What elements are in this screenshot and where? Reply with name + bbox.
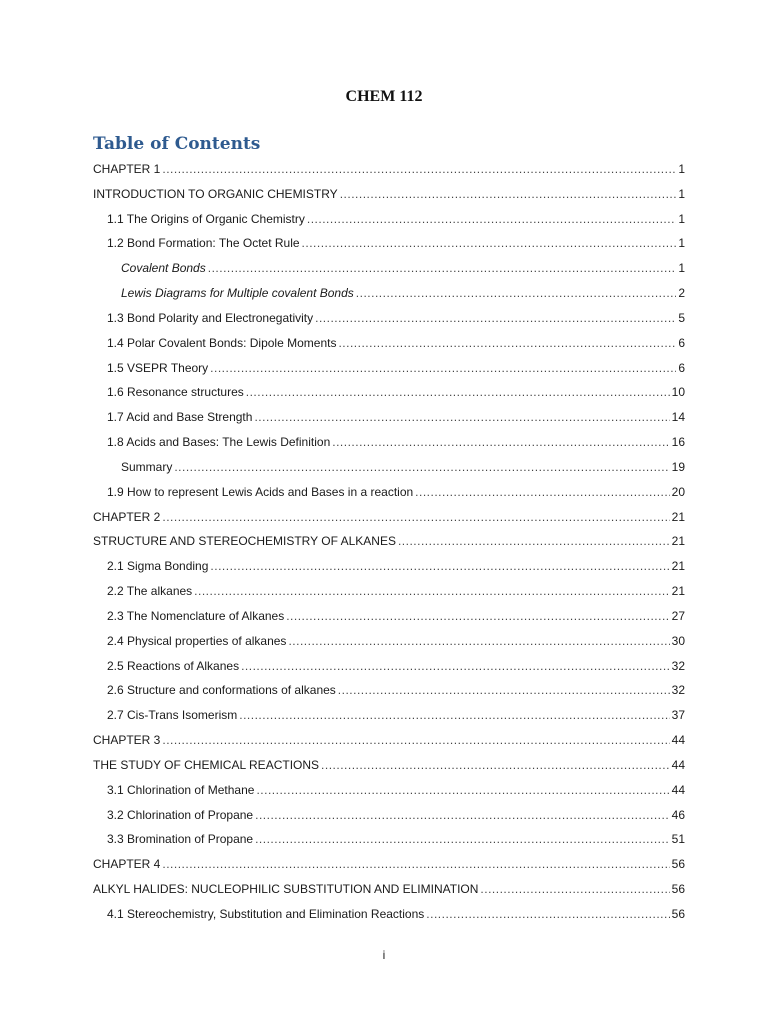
toc-entry[interactable] [93, 256, 685, 281]
toc-entry-label: Lewis Diagrams for Multiple covalent Bonds [121, 286, 354, 301]
toc-dot-leader [307, 207, 676, 232]
toc-dot-leader [340, 182, 677, 207]
toc-entry-label: 1.1 The Origins of Organic Chemistry [107, 211, 305, 226]
toc-entry-label: Covalent Bonds [121, 261, 206, 276]
toc-dot-leader [174, 455, 669, 480]
toc-dot-leader [286, 604, 669, 629]
toc-entry-label: 1.4 Polar Covalent Bonds: Dipole Moments [107, 335, 337, 350]
toc-entry[interactable] [93, 678, 685, 703]
toc-entry[interactable] [93, 852, 685, 877]
toc-entry-label: 2.1 Sigma Bonding [107, 559, 209, 574]
toc-entry-label: THE STUDY OF CHEMICAL REACTIONS [93, 757, 320, 772]
toc-dot-leader [415, 480, 669, 505]
toc-entry-page: 1 [678, 186, 685, 201]
toc-dot-leader [162, 728, 669, 753]
toc-entry[interactable] [93, 554, 685, 579]
toc-entry-page: 51 [671, 832, 685, 847]
toc-dot-leader [321, 753, 670, 778]
toc-entry[interactable] [93, 480, 685, 505]
toc-entry[interactable] [93, 331, 685, 356]
toc-entry-label: CHAPTER 4 [93, 857, 161, 872]
page-number: i [382, 948, 386, 962]
toc-entry-page: 1 [678, 162, 685, 176]
toc-dot-leader [255, 827, 670, 852]
course-title: CHEM 112 [345, 88, 423, 105]
toc-entry-page: 1 [678, 236, 685, 251]
toc-entry[interactable] [93, 803, 685, 828]
toc-entry[interactable] [93, 753, 685, 778]
toc-entry-page: 56 [671, 857, 685, 872]
toc-entry-label: 1.2 Bond Formation: The Octet Rule [107, 236, 300, 251]
toc-entry-page: 21 [671, 559, 685, 574]
toc-entry-page: 16 [671, 435, 685, 450]
toc-entry-page: 56 [671, 882, 685, 897]
toc-entry[interactable] [93, 157, 685, 182]
toc-dot-leader [255, 803, 670, 828]
toc-entry[interactable] [93, 207, 685, 232]
toc-dot-leader [162, 505, 669, 530]
toc-dot-leader [356, 281, 677, 306]
toc-entry[interactable] [93, 380, 685, 405]
toc-entry-page: 19 [671, 459, 685, 474]
toc-entry-page: 6 [678, 360, 685, 375]
toc-entry-page: 5 [678, 310, 685, 325]
toc-dot-leader [338, 331, 676, 356]
toc-entry-label: 2.7 Cis-Trans Isomerism [107, 708, 238, 723]
toc-dot-leader [246, 380, 670, 405]
toc-entry-label: ALKYL HALIDES: NUCLEOPHILIC SUBSTITUTION AND ELIMINATION [93, 882, 479, 897]
toc-heading: Table of Contents [93, 134, 261, 154]
toc-dot-leader [256, 778, 669, 803]
toc-dot-leader [194, 579, 669, 604]
toc-dot-leader [254, 405, 669, 430]
toc-entry-label: STRUCTURE AND STEREOCHEMISTRY OF ALKANES [93, 534, 396, 549]
toc-entry-page: 46 [671, 807, 685, 822]
toc-dot-leader [210, 554, 669, 579]
toc-entry-page: 6 [678, 335, 685, 350]
toc-entry-label: 2.6 Structure and conformations of alkanes [107, 683, 336, 698]
toc-entry[interactable] [93, 182, 685, 207]
toc-dot-leader [302, 231, 677, 256]
toc-entry[interactable] [93, 455, 685, 480]
toc-entry-page: 1 [678, 211, 685, 226]
toc-entry[interactable] [93, 604, 685, 629]
toc-entry-page: 27 [671, 608, 685, 623]
toc-entry-label: 3.1 Chlorination of Methane [107, 782, 255, 797]
toc-entry-page: 37 [671, 708, 685, 723]
toc-entry-label: 1.3 Bond Polarity and Electronegativity [107, 310, 314, 325]
toc-entry-page: 14 [671, 410, 685, 425]
toc-entry[interactable] [93, 654, 685, 679]
toc-dot-leader [208, 256, 677, 281]
toc-dot-leader [239, 703, 669, 728]
toc-entry-page: 44 [671, 757, 685, 772]
toc-entry-label: 2.3 The Nomenclature of Alkanes [107, 608, 285, 623]
toc-entry-label: 1.6 Resonance structures [107, 385, 244, 400]
toc-entry[interactable] [93, 703, 685, 728]
toc-entry-label: CHAPTER 3 [93, 733, 161, 748]
toc-entry[interactable] [93, 306, 685, 331]
toc-entry-page: 1 [678, 261, 685, 276]
toc-entry[interactable] [93, 877, 685, 902]
toc-entry-page: 10 [671, 385, 685, 400]
toc-dot-leader [315, 306, 676, 331]
toc-dot-leader [288, 629, 669, 654]
toc-entry-label: CHAPTER 1 [93, 162, 161, 176]
toc-entry[interactable] [93, 505, 685, 530]
toc-entry-label: Summary [121, 459, 173, 474]
toc-dot-leader [162, 157, 676, 182]
toc-entry[interactable] [93, 356, 685, 381]
toc-entry-page: 21 [671, 534, 685, 549]
toc-entry-page: 21 [671, 584, 685, 599]
toc-entry[interactable] [93, 231, 685, 256]
toc-entry[interactable] [93, 430, 685, 455]
toc-dot-leader [398, 529, 670, 554]
toc-entry-label: 3.3 Bromination of Propane [107, 832, 254, 847]
toc-entry-label: 2.5 Reactions of Alkanes [107, 658, 240, 673]
toc-entry[interactable] [93, 778, 685, 803]
toc-entry-page: 21 [671, 509, 685, 524]
toc-entry-page: 2 [678, 286, 685, 301]
toc-entry-page: 20 [671, 484, 685, 499]
table-of-contents [93, 157, 685, 927]
toc-entry-page: 44 [671, 782, 685, 797]
toc-entry-label: 2.2 The alkanes [107, 584, 193, 599]
toc-dot-leader [332, 430, 669, 455]
toc-dot-leader [210, 356, 676, 381]
toc-entry[interactable] [93, 827, 685, 852]
toc-entry-label: INTRODUCTION TO ORGANIC CHEMISTRY [93, 186, 338, 201]
toc-entry[interactable] [93, 902, 685, 927]
toc-entry-label: CHAPTER 2 [93, 509, 161, 524]
toc-entry-page: 30 [671, 633, 685, 648]
toc-dot-leader [426, 902, 669, 927]
toc-entry-label: 1.7 Acid and Base Strength [107, 410, 253, 425]
toc-entry-page: 56 [671, 906, 685, 921]
toc-entry-label: 2.4 Physical properties of alkanes [107, 633, 287, 648]
toc-entry-page: 32 [671, 658, 685, 673]
toc-entry-page: 44 [671, 733, 685, 748]
toc-dot-leader [162, 852, 669, 877]
toc-dot-leader [338, 678, 670, 703]
toc-entry-page: 32 [671, 683, 685, 698]
toc-entry[interactable] [93, 405, 685, 430]
toc-entry-label: 1.8 Acids and Bases: The Lewis Definition [107, 435, 331, 450]
toc-dot-leader [480, 877, 669, 902]
toc-entry[interactable] [93, 281, 685, 306]
toc-entry[interactable] [93, 629, 685, 654]
toc-dot-leader [241, 654, 670, 679]
toc-entry-label: 4.1 Stereochemistry, Substitution and Elimination Reactions [107, 906, 425, 921]
toc-entry-label: 1.5 VSEPR Theory [107, 360, 209, 375]
toc-entry[interactable] [93, 579, 685, 604]
toc-entry[interactable] [93, 529, 685, 554]
toc-entry[interactable] [93, 728, 685, 753]
toc-entry-label: 1.9 How to represent Lewis Acids and Bases in a reaction [107, 484, 414, 499]
toc-entry-label: 3.2 Chlorination of Propane [107, 807, 254, 822]
